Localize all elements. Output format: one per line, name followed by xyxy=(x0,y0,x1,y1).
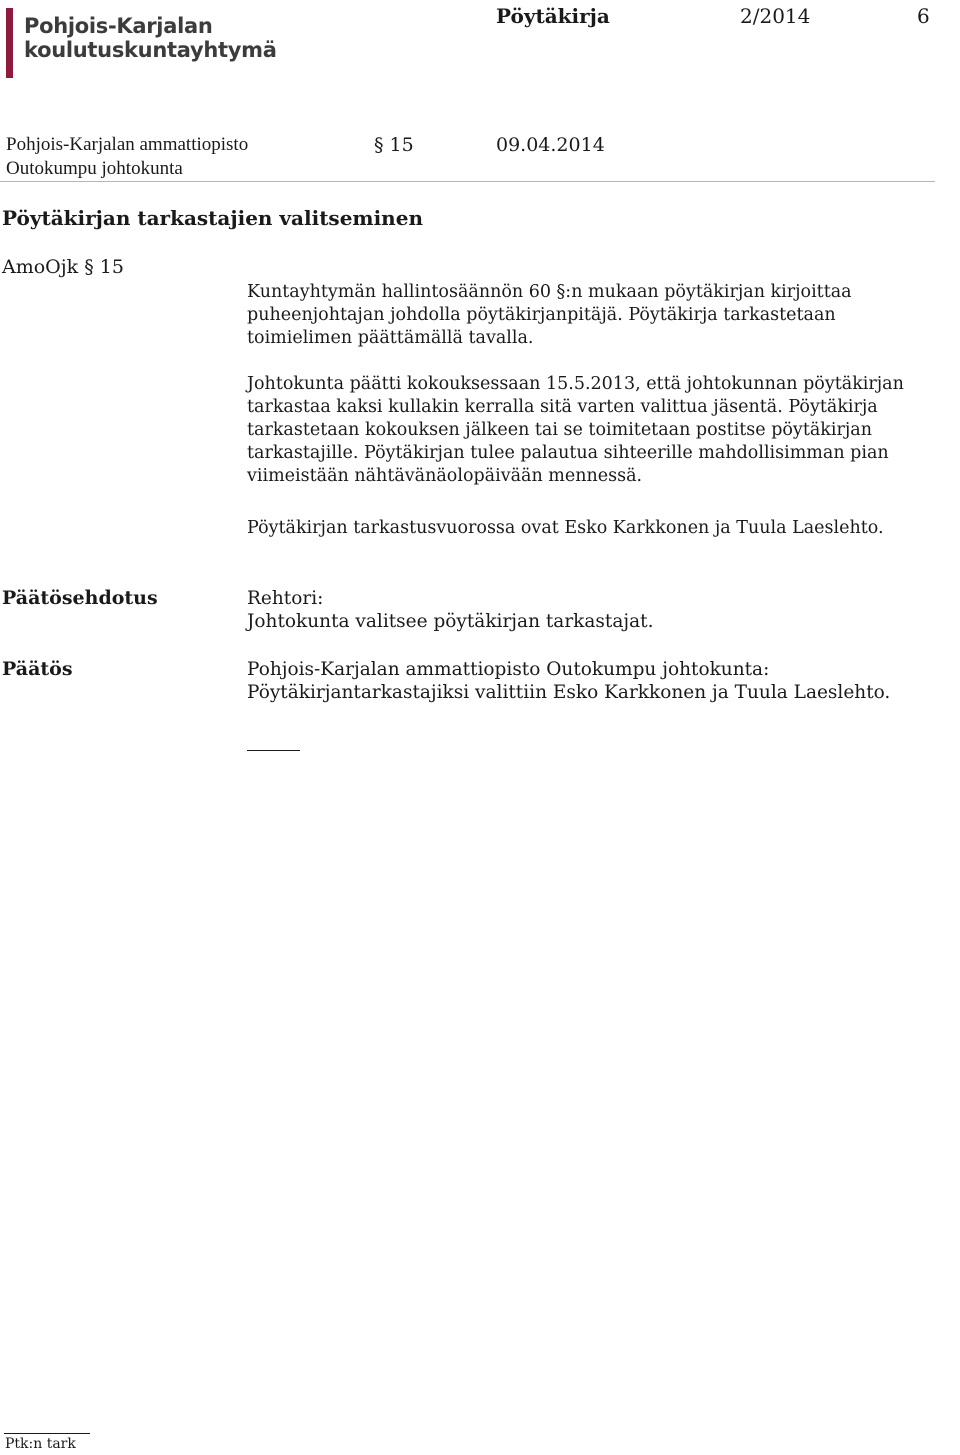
logo-line-1: Pohjois-Karjalan xyxy=(24,14,213,38)
logo-line-2: koulutuskuntayhtymä xyxy=(24,38,277,62)
end-of-item-rule xyxy=(247,750,300,751)
meeting-date: 09.04.2014 xyxy=(496,134,605,156)
paragraph: Kuntayhtymän hallintosäännön 60 §:n mukaan pöytäkirjan kirjoittaa puheenjohtajan johdolla pöytäkirjanpitäjä. Pöytäkirja tarkastetaan toimielimen päättämällä tavalla. xyxy=(247,282,852,348)
section-number: § 15 xyxy=(374,134,414,156)
decision-text: Pöytäkirjantarkastajiksi valittiin Esko Karkkonen ja Tuula Laeslehto. xyxy=(247,682,891,703)
governing-body: Outokumpu johtokunta xyxy=(6,158,183,179)
item-heading: Pöytäkirjan tarkastajien valitseminen xyxy=(2,206,423,230)
paragraph: Johtokunta päätti kokouksessaan 15.5.2013, että johtokunnan pöytäkirjan tarkastaa kaksi kullakin kerralla sitä varten valittua jäsentä. Pöytäkirja tarkastetaan kokouksen jälkeen tai se toimitetaan postitse pöytäkirjan tarkastajille. Pöytäkirjan tulee palautua sihteerille mahdollisimman pian viimeistään nähtävänäolopäivään mennessä. xyxy=(247,374,904,486)
reviewer-initials-label: Ptk:n tark xyxy=(5,1436,76,1452)
decision-label: Päätös xyxy=(2,658,73,680)
organization-name: Pohjois-Karjalan ammattiopisto xyxy=(6,134,249,155)
organization-logo xyxy=(24,14,277,62)
signature-line xyxy=(4,1433,90,1434)
document-number: 2/2014 xyxy=(740,4,811,28)
proposal-author: Rehtori: xyxy=(247,588,324,609)
header-divider xyxy=(0,181,935,182)
proposal-label: Päätösehdotus xyxy=(2,587,158,609)
decision-author: Pohjois-Karjalan ammattiopisto Outokumpu johtokunta: xyxy=(247,659,770,680)
item-reference: AmoOjk § 15 xyxy=(2,256,124,278)
proposal-text: Johtokunta valitsee pöytäkirjan tarkastajat. xyxy=(247,611,654,632)
document-title: Pöytäkirja xyxy=(496,4,610,28)
page-number: 6 xyxy=(917,4,930,28)
logo-accent-bar xyxy=(6,8,13,78)
paragraph: Pöytäkirjan tarkastusvuorossa ovat Esko Karkkonen ja Tuula Laeslehto. xyxy=(247,518,884,538)
